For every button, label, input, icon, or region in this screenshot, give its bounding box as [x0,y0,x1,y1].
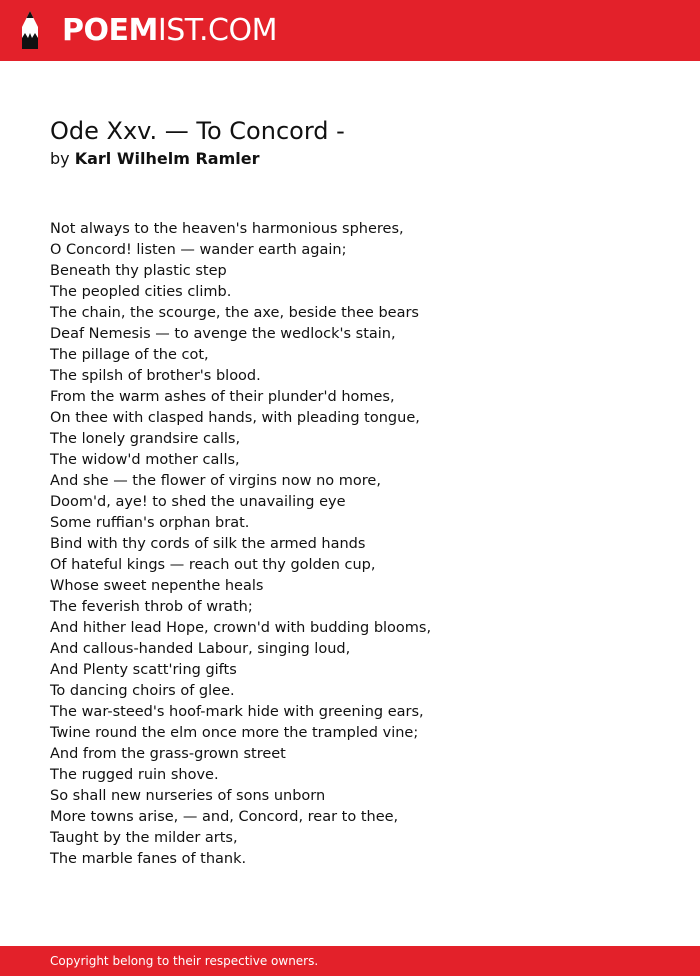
copyright-notice: Copyright belong to their respective owners. [50,954,319,968]
site-footer [0,946,700,976]
logo-light-text: IST.COM [157,13,277,48]
poem-line: Whose sweet nepenthe heals [50,578,264,594]
poem-byline [50,148,259,170]
poem-line: And from the grass-grown street [50,746,286,762]
poem-line: And Plenty scatt'ring gifts [50,662,237,678]
poem-line: The marble fanes of thank. [50,851,247,867]
poem-line: On thee with clasped hands, with pleading tongue, [50,410,420,426]
by-label: by [50,149,70,168]
pencil-tip-icon [18,10,42,50]
poem-line: Some ruffian's orphan brat. [50,515,250,531]
poem-line: The war-steed's hoof-mark hide with greening ears, [50,704,424,720]
site-logo[interactable] [62,11,277,51]
poem-line: O Concord! listen — wander earth again; [50,242,347,258]
poem-line: Bind with thy cords of silk the armed hands [50,536,366,552]
poem-line: The lonely grandsire calls, [50,431,241,447]
poem-line: Of hateful kings — reach out thy golden cup, [50,557,376,573]
poem-author: Karl Wilhelm Ramler [74,149,260,168]
poem-line: Taught by the milder arts, [50,830,238,846]
poem-line: The chain, the scourge, the axe, beside thee bears [50,305,419,321]
poem-line: And hither lead Hope, crown'd with budding blooms, [50,620,432,636]
poem-line: So shall new nurseries of sons unborn [50,788,326,804]
poem-line: Twine round the elm once more the trampled vine; [50,725,419,741]
poem-line: Doom'd, aye! to shed the unavailing eye [50,494,346,510]
poem-line: The spilsh of brother's blood. [50,368,261,384]
poem-line: The widow'd mother calls, [50,452,240,468]
site-header [0,0,700,61]
poem-line: The feverish throb of wrath; [50,599,253,615]
poem-line: From the warm ashes of their plunder'd homes, [50,389,395,405]
poem-line: And she — the flower of virgins now no more, [50,473,381,489]
poem-line: Beneath thy plastic step [50,263,227,279]
poem-line: And callous-handed Labour, singing loud, [50,641,351,657]
poem-line: Not always to the heaven's harmonious spheres, [50,221,404,237]
poem-line: Deaf Nemesis — to avenge the wedlock's stain, [50,326,396,342]
poem-line: The pillage of the cot, [50,347,209,363]
poem-title: Ode Xxv. — To Concord - [50,117,345,145]
poem-line: To dancing choirs of glee. [50,683,235,699]
poem-line: The rugged ruin shove. [50,767,219,783]
poem-line: More towns arise, — and, Concord, rear to thee, [50,809,399,825]
poem-body [50,219,431,870]
logo-bold-text: POEM [62,13,158,48]
poem-line: The peopled cities climb. [50,284,232,300]
